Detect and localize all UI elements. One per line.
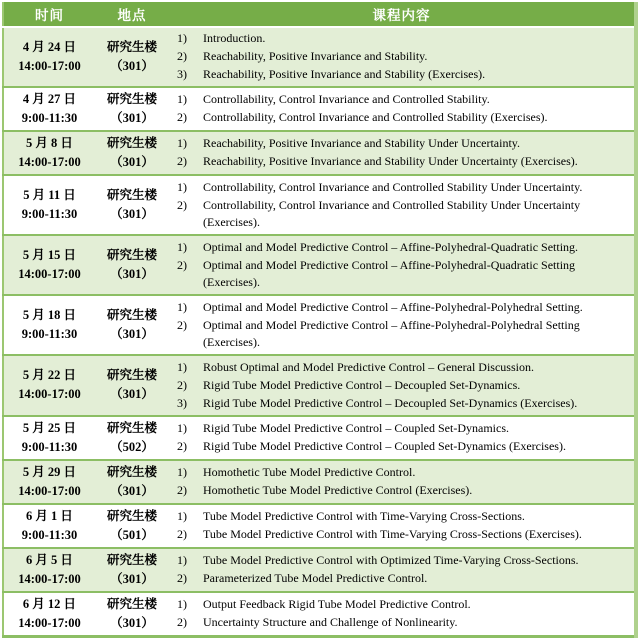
session-hours: 14:00-17:00 bbox=[18, 615, 81, 630]
item-text: Optimal and Model Predictive Control – Affine-Polyhedral-Polyhedral Setting (Exercises). bbox=[203, 317, 580, 349]
content-item bbox=[173, 135, 628, 153]
session-content-cell bbox=[169, 504, 636, 548]
session-hours: 9:00-11:30 bbox=[21, 527, 78, 542]
table-row bbox=[3, 548, 636, 592]
item-number: 2) bbox=[177, 110, 187, 125]
header-content: 课程内容 bbox=[169, 3, 636, 27]
location-building: 研究生楼 bbox=[106, 39, 157, 54]
item-text: Tube Model Predictive Control with Time-Varying Cross-Sections. bbox=[203, 508, 525, 523]
table-row bbox=[3, 592, 636, 637]
session-location-cell bbox=[95, 175, 169, 235]
session-hours: 9:00-11:30 bbox=[21, 327, 78, 341]
item-text: Robust Optimal and Model Predictive Control – General Discussion. bbox=[203, 359, 534, 374]
content-item bbox=[173, 299, 628, 317]
content-item bbox=[173, 614, 628, 632]
content-item bbox=[173, 153, 628, 171]
item-number: 3) bbox=[177, 67, 187, 81]
location-room: （301） bbox=[110, 327, 154, 341]
session-hours: 9:00-11:30 bbox=[21, 207, 78, 221]
location-building: 研究生楼 bbox=[106, 136, 157, 150]
content-item bbox=[173, 66, 628, 84]
item-text: Rigid Tube Model Predictive Control – Coupled Set-Dynamics. bbox=[203, 420, 509, 435]
item-number: 1) bbox=[177, 136, 187, 151]
item-text: Controllability, Control Invariance and Controlled Stability. bbox=[203, 92, 490, 107]
session-date: 6 月 12 日 bbox=[22, 596, 77, 611]
session-hours: 14:00-17:00 bbox=[18, 483, 81, 498]
content-item bbox=[173, 30, 628, 48]
content-item bbox=[173, 109, 628, 127]
item-text: Introduction. bbox=[203, 31, 266, 45]
item-number: 1) bbox=[177, 508, 187, 523]
course-schedule-table bbox=[2, 2, 638, 638]
item-number: 2) bbox=[177, 482, 187, 497]
header-row bbox=[3, 3, 636, 27]
location-room: （301） bbox=[110, 483, 154, 498]
item-text: Optimal and Model Predictive Control – Affine-Polyhedral-Quadratic Setting. bbox=[203, 239, 579, 254]
content-item bbox=[173, 508, 628, 526]
session-location-cell bbox=[95, 460, 169, 504]
content-item bbox=[173, 197, 628, 232]
location-building: 研究生楼 bbox=[106, 464, 157, 479]
location-room: （501） bbox=[110, 527, 154, 542]
session-hours: 9:00-11:30 bbox=[21, 439, 78, 454]
session-content-cell bbox=[169, 235, 636, 295]
item-number: 1) bbox=[177, 359, 187, 374]
session-time-cell bbox=[3, 416, 95, 460]
location-building: 研究生楼 bbox=[106, 420, 157, 435]
location-room: （301） bbox=[110, 207, 154, 221]
item-number: 2) bbox=[177, 197, 187, 212]
session-content-cell bbox=[169, 131, 636, 175]
session-location-cell bbox=[95, 87, 169, 131]
content-item bbox=[173, 570, 628, 588]
content-item bbox=[173, 317, 628, 352]
session-time-cell bbox=[3, 175, 95, 235]
content-item bbox=[173, 526, 628, 544]
session-time-cell bbox=[3, 131, 95, 175]
session-content-cell bbox=[169, 27, 636, 88]
session-hours: 14:00-17:00 bbox=[18, 387, 81, 402]
session-location-cell bbox=[95, 295, 169, 355]
session-time-cell bbox=[3, 295, 95, 355]
item-text: Controllability, Control Invariance and Controlled Stability (Exercises). bbox=[203, 110, 548, 125]
session-location-cell bbox=[95, 355, 169, 416]
table-row bbox=[3, 27, 636, 88]
content-item bbox=[173, 420, 628, 438]
location-room: （502） bbox=[110, 439, 154, 454]
session-date: 4 月 24 日 bbox=[22, 39, 77, 54]
session-location-cell bbox=[95, 27, 169, 88]
session-content-cell bbox=[169, 175, 636, 235]
item-number: 2) bbox=[177, 154, 187, 169]
item-text: Reachability, Positive Invariance and Stability (Exercises). bbox=[203, 67, 486, 81]
session-content-cell bbox=[169, 548, 636, 592]
content-item bbox=[173, 257, 628, 292]
session-hours: 14:00-17:00 bbox=[18, 155, 81, 169]
session-location-cell bbox=[95, 235, 169, 295]
session-content-cell bbox=[169, 416, 636, 460]
content-item bbox=[173, 91, 628, 109]
item-text: Reachability, Positive Invariance and Stability Under Uncertainty. bbox=[203, 136, 521, 151]
session-date: 5 月 25 日 bbox=[22, 420, 77, 435]
location-building: 研究生楼 bbox=[106, 368, 157, 383]
session-time-cell bbox=[3, 235, 95, 295]
item-text: Parameterized Tube Model Predictive Control. bbox=[203, 570, 428, 585]
item-text: Homothetic Tube Model Predictive Control (Exercises). bbox=[203, 482, 473, 497]
location-room: （301） bbox=[110, 615, 154, 630]
content-item bbox=[173, 482, 628, 500]
item-text: Output Feedback Rigid Tube Model Predictive Control. bbox=[203, 596, 471, 611]
item-number: 2) bbox=[177, 257, 187, 272]
location-room: （301） bbox=[110, 58, 154, 73]
location-building: 研究生楼 bbox=[106, 92, 157, 106]
location-room: （301） bbox=[110, 155, 154, 169]
location-room: （301） bbox=[110, 571, 154, 586]
item-text: Tube Model Predictive Control with Optimized Time-Varying Cross-Sections. bbox=[203, 552, 579, 567]
content-item bbox=[173, 359, 628, 377]
item-number: 1) bbox=[177, 179, 187, 194]
header-time: 时间 bbox=[3, 3, 95, 27]
content-item bbox=[173, 48, 628, 66]
content-item bbox=[173, 552, 628, 570]
item-number: 1) bbox=[177, 239, 187, 254]
content-item bbox=[173, 395, 628, 413]
item-number: 1) bbox=[177, 596, 187, 611]
schedule-body bbox=[3, 27, 636, 637]
table-row bbox=[3, 131, 636, 175]
item-text: Optimal and Model Predictive Control – Affine-Polyhedral-Polyhedral Setting. bbox=[203, 299, 583, 314]
session-content-cell bbox=[169, 592, 636, 637]
location-room: （301） bbox=[110, 111, 154, 125]
session-hours: 14:00-17:00 bbox=[18, 267, 81, 281]
item-number: 3) bbox=[177, 395, 187, 410]
item-number: 2) bbox=[177, 377, 187, 392]
session-content-cell bbox=[169, 87, 636, 131]
table-row bbox=[3, 175, 636, 235]
session-time-cell bbox=[3, 592, 95, 637]
session-time-cell bbox=[3, 504, 95, 548]
item-text: Tube Model Predictive Control with Time-Varying Cross-Sections (Exercises). bbox=[203, 526, 582, 541]
session-time-cell bbox=[3, 460, 95, 504]
session-content-cell bbox=[169, 355, 636, 416]
item-number: 2) bbox=[177, 438, 187, 453]
session-location-cell bbox=[95, 504, 169, 548]
table-header bbox=[3, 3, 636, 27]
session-date: 5 月 8 日 bbox=[26, 136, 73, 150]
session-time-cell bbox=[3, 87, 95, 131]
location-building: 研究生楼 bbox=[106, 308, 157, 322]
session-content-cell bbox=[169, 460, 636, 504]
content-item bbox=[173, 179, 628, 197]
item-number: 1) bbox=[177, 464, 187, 479]
session-time-cell bbox=[3, 548, 95, 592]
session-date: 6 月 1 日 bbox=[26, 508, 73, 523]
item-text: Rigid Tube Model Predictive Control – Coupled Set-Dynamics (Exercises). bbox=[203, 438, 566, 453]
content-item bbox=[173, 596, 628, 614]
session-location-cell bbox=[95, 548, 169, 592]
session-hours: 14:00-17:00 bbox=[18, 571, 81, 586]
table-row bbox=[3, 87, 636, 131]
location-building: 研究生楼 bbox=[106, 552, 157, 567]
item-text: Uncertainty Structure and Challenge of Nonlinearity. bbox=[203, 614, 458, 629]
location-building: 研究生楼 bbox=[106, 508, 157, 523]
item-text: Controllability, Control Invariance and Controlled Stability Under Uncertainty. bbox=[203, 179, 583, 194]
item-number: 2) bbox=[177, 317, 187, 332]
session-location-cell bbox=[95, 592, 169, 637]
item-text: Reachability, Positive Invariance and Stability Under Uncertainty (Exercises). bbox=[203, 154, 578, 169]
session-hours: 14:00-17:00 bbox=[18, 58, 81, 73]
session-date: 5 月 18 日 bbox=[22, 308, 77, 322]
item-text: Optimal and Model Predictive Control – Affine-Polyhedral-Quadratic Setting (Exercises). bbox=[203, 257, 576, 289]
session-content-cell bbox=[169, 295, 636, 355]
item-text: Reachability, Positive Invariance and Stability. bbox=[203, 49, 428, 63]
session-location-cell bbox=[95, 131, 169, 175]
item-text: Controllability, Control Invariance and Controlled Stability Under Uncertainty (Exercises). bbox=[203, 197, 581, 229]
location-building: 研究生楼 bbox=[106, 188, 157, 202]
table-row bbox=[3, 355, 636, 416]
session-date: 5 月 22 日 bbox=[22, 368, 77, 383]
session-location-cell bbox=[95, 416, 169, 460]
item-number: 1) bbox=[177, 420, 187, 435]
table-row bbox=[3, 416, 636, 460]
session-time-cell bbox=[3, 355, 95, 416]
session-date: 5 月 15 日 bbox=[22, 248, 77, 262]
table-row bbox=[3, 295, 636, 355]
table-row bbox=[3, 235, 636, 295]
item-number: 1) bbox=[177, 92, 187, 107]
course-schedule bbox=[2, 2, 638, 638]
item-text: Homothetic Tube Model Predictive Control. bbox=[203, 464, 416, 479]
content-item bbox=[173, 377, 628, 395]
item-number: 1) bbox=[177, 299, 187, 314]
item-number: 1) bbox=[177, 31, 187, 45]
header-location: 地点 bbox=[95, 3, 169, 27]
location-building: 研究生楼 bbox=[106, 248, 157, 262]
item-text: Rigid Tube Model Predictive Control – Decoupled Set-Dynamics. bbox=[203, 377, 521, 392]
table-row bbox=[3, 504, 636, 548]
item-number: 1) bbox=[177, 552, 187, 567]
item-number: 2) bbox=[177, 526, 187, 541]
session-date: 6 月 5 日 bbox=[26, 552, 73, 567]
session-date: 5 月 29 日 bbox=[22, 464, 77, 479]
location-building: 研究生楼 bbox=[106, 596, 157, 611]
location-room: （301） bbox=[110, 387, 154, 402]
location-room: （301） bbox=[110, 267, 154, 281]
session-time-cell bbox=[3, 27, 95, 88]
item-text: Rigid Tube Model Predictive Control – Decoupled Set-Dynamics (Exercises). bbox=[203, 395, 578, 410]
item-number: 2) bbox=[177, 570, 187, 585]
content-item bbox=[173, 239, 628, 257]
item-number: 2) bbox=[177, 614, 187, 629]
session-hours: 9:00-11:30 bbox=[21, 111, 78, 125]
session-date: 5 月 11 日 bbox=[23, 188, 76, 202]
table-row bbox=[3, 460, 636, 504]
session-date: 4 月 27 日 bbox=[22, 92, 77, 106]
item-number: 2) bbox=[177, 49, 187, 63]
content-item bbox=[173, 438, 628, 456]
content-item bbox=[173, 464, 628, 482]
